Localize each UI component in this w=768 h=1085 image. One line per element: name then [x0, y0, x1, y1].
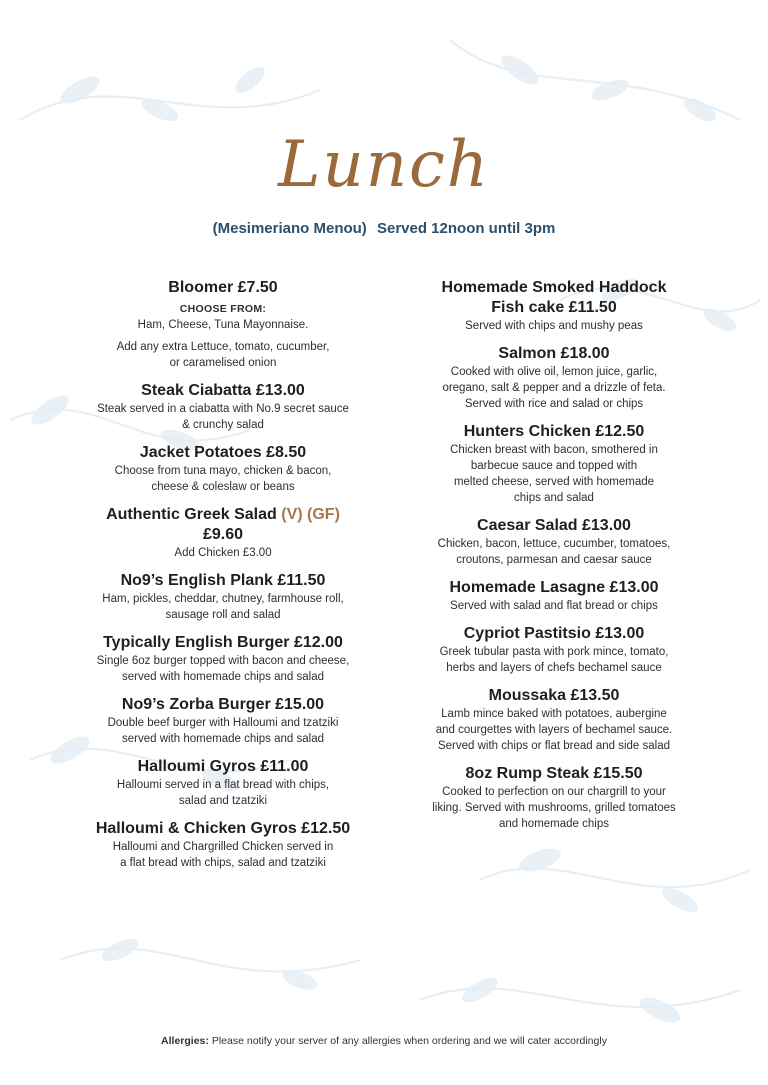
item-name: Moussaka £13.50	[488, 687, 620, 704]
item-description: Served with rice and salad or chips	[464, 398, 644, 410]
subtitle-menu-name: (Mesimeriano Menou)	[212, 220, 367, 237]
menu-item-halloumi-gyros	[66, 757, 380, 809]
item-description: Double beef burger with Halloumi and tzatziki	[107, 717, 339, 729]
item-description: sausage roll and salad	[165, 609, 281, 621]
item-description: cheese & coleslaw or beans	[151, 481, 295, 493]
item-description: & crunchy salad	[182, 419, 264, 431]
allergies-label: Allergies:	[161, 1035, 209, 1047]
menu-column-right	[404, 278, 704, 832]
item-description: Halloumi served in a flat bread with chips,	[116, 779, 330, 791]
item-description: Add any extra Lettuce, tomato, cucumber,	[116, 341, 330, 353]
item-description: a flat bread with chips, salad and tzatziki	[120, 857, 326, 869]
item-name: Caesar Salad £13.00	[477, 517, 631, 534]
menu-item-caesar-salad	[404, 516, 704, 568]
item-name: Salmon £18.00	[498, 345, 610, 362]
item-description: Cooked with olive oil, lemon juice, garlic,	[450, 366, 658, 378]
menu-item-salmon	[404, 344, 704, 412]
item-description: served with homemade chips and salad	[121, 733, 324, 745]
item-description: liking. Served with mushrooms, grilled tomatoes	[432, 802, 676, 814]
menu-item-jacket-potatoes	[66, 443, 380, 495]
item-name: Jacket Potatoes £8.50	[139, 444, 307, 461]
item-name: Typically English Burger £12.00	[103, 634, 343, 651]
item-name: Homemade Lasagne £13.00	[449, 579, 659, 596]
item-description: croutons, parmesan and caesar sauce	[456, 554, 652, 566]
dietary-tags: (V) (GF)	[281, 506, 340, 523]
menu-item-halloumi-chicken-gyros	[66, 819, 380, 871]
item-description: served with homemade chips and salad	[121, 671, 324, 683]
item-description: Lamb mince baked with potatoes, aubergine	[441, 708, 667, 720]
menu-item-bloomer	[66, 278, 380, 371]
item-name: Hunters Chicken £12.50	[463, 423, 645, 440]
menu-item-hunters-chicken	[404, 422, 704, 506]
item-description: Served with chips and mushy peas	[465, 320, 643, 332]
menu-item-zorba-burger	[66, 695, 380, 747]
item-description: barbecue sauce and topped with	[470, 460, 638, 472]
item-name: Homemade Smoked Haddock	[441, 279, 667, 296]
item-description: Chicken breast with bacon, smothered in	[450, 444, 658, 456]
item-description: Ham, pickles, cheddar, chutney, farmhouse roll,	[102, 593, 344, 605]
item-description: or caramelised onion	[169, 357, 277, 369]
item-description: herbs and layers of chefs bechamel sauce	[446, 662, 662, 674]
item-description: chips and salad	[514, 492, 594, 504]
menu-item-lasagne	[404, 578, 704, 614]
item-name: Bloomer £7.50	[168, 279, 278, 296]
menu-item-rump-steak	[404, 764, 704, 832]
item-name	[66, 505, 380, 525]
page-subtitle	[0, 220, 768, 237]
allergies-notice	[0, 1035, 768, 1047]
item-name: 8oz Rump Steak £15.50	[465, 765, 643, 782]
menu-item-english-burger	[66, 633, 380, 685]
item-name: Halloumi & Chicken Gyros £12.50	[95, 820, 351, 837]
menu-item-pastitsio	[404, 624, 704, 676]
item-description: salad and tzatziki	[178, 795, 268, 807]
item-description: oregano, salt & pepper and a drizzle of feta.	[442, 382, 666, 394]
subtitle-serving-hours: Served 12noon until 3pm	[376, 220, 556, 237]
item-description: Ham, Cheese, Tuna Mayonnaise.	[137, 319, 309, 331]
menu-item-greek-salad	[66, 505, 380, 561]
item-description: Chicken, bacon, lettuce, cucumber, tomatoes,	[437, 538, 671, 550]
page-title: Lunch	[278, 128, 490, 202]
item-description: Steak served in a ciabatta with No.9 secret sauce	[97, 403, 349, 415]
menu-column-left	[66, 278, 380, 871]
item-description: and homemade chips	[499, 818, 609, 830]
item-name: Fish cake £11.50	[491, 299, 617, 316]
item-description: Single 6oz burger topped with bacon and cheese,	[96, 655, 350, 667]
item-name: No9’s Zorba Burger £15.00	[121, 696, 325, 713]
item-description: Add Chicken £3.00	[174, 547, 272, 559]
item-name: No9’s English Plank £11.50	[120, 572, 326, 589]
item-description: Choose from tuna mayo, chicken & bacon,	[114, 465, 332, 477]
item-description: melted cheese, served with homemade	[453, 476, 655, 488]
item-description: Halloumi and Chargrilled Chicken served in	[112, 841, 334, 853]
item-description: Served with salad and flat bread or chips	[450, 600, 658, 612]
menu-item-steak-ciabatta	[66, 381, 380, 433]
allergies-text: Please notify your server of any allergies when ordering and we will cater accordingly	[211, 1035, 607, 1047]
item-description: Cooked to perfection on our chargrill to your	[442, 786, 666, 798]
item-name: Steak Ciabatta £13.00	[141, 382, 305, 399]
item-price: £9.60	[202, 526, 244, 543]
item-title: Authentic Greek Salad	[106, 506, 277, 523]
item-description: Served with chips or flat bread and side salad	[437, 740, 671, 752]
item-name: Cypriot Pastitsio £13.00	[463, 625, 645, 642]
choose-from-label: CHOOSE FROM:	[179, 303, 267, 315]
menu-item-english-plank	[66, 571, 380, 623]
item-description: and courgettes with layers of bechamel sauce.	[435, 724, 673, 736]
menu-item-smoked-haddock	[404, 278, 704, 334]
item-name: Halloumi Gyros £11.00	[137, 758, 309, 775]
item-description: Greek tubular pasta with pork mince, tomato,	[439, 646, 669, 658]
menu-item-moussaka	[404, 686, 704, 754]
